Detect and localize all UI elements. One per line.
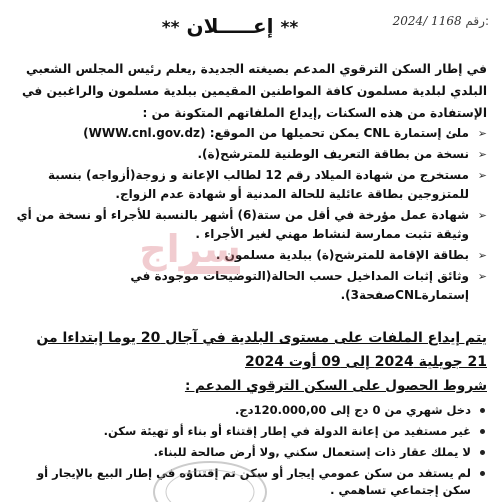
bullet-icon [480, 408, 485, 413]
condition-item [14, 402, 489, 419]
cnl-website-link[interactable]: (WWW.cnl.gov.dz) [83, 126, 206, 140]
document-text: ملئ إستمارة CNL يمكن تحميلها من الموقع: [209, 126, 469, 140]
document-item-birth-certificate [14, 166, 487, 206]
announcement-title [150, 14, 310, 38]
document-text: نسخة من بطاقة التعريف الوطنية للمترشح(ة). [197, 147, 469, 161]
document-item-residence-card [14, 246, 487, 267]
reference-label: رقم: [465, 14, 489, 28]
title-text: إعـــــلان [186, 14, 274, 38]
required-documents-list [14, 124, 487, 302]
arrow-bullet-icon: ➢ [477, 270, 487, 283]
document-text: مستخرج من شهادة الميلاد رقم 12 لطالب الإعانة و زوجة(أزواجه) بنسبة للمتزوجين بطاقة عائلية للحالة المدنية أو شهادة عدم الزواج. [48, 168, 469, 201]
watermark-text: سراج [139, 227, 241, 271]
condition-item [14, 423, 489, 440]
intro-paragraph: في إطار السكن الترقوي المدعم بصيغته الجديدة ,يعلم رئيس المجلس الشعبي البلدي لبلدية مسلمون كافة المواطنين المقيمين ببلدية مسلمون والراغبين في الإستفادة من هذه السكنات ,إيداع الملفاتهم المتكونة من : [21, 62, 487, 120]
document-item-cnl-form [14, 124, 487, 145]
document-item-id-card [14, 145, 487, 166]
reference-number [393, 14, 489, 28]
condition-text: دخل شهري من 0 دج إلى 120.000,00دج. [235, 403, 471, 417]
document-text: بطاقة الإقامة للمترشح(ة) ببلدية مسلمون . [215, 248, 469, 262]
arrow-bullet-icon: ➢ [477, 148, 487, 161]
condition-text: لا يملك عقار ذات إستعمال سكني ,ولا أرض صالحة للبناء. [153, 445, 471, 459]
deadline-line-1: يتم إيداع الملفات على مستوى البلدية في آجال 20 يوما إبتداءا من [36, 330, 487, 346]
bullet-icon [480, 429, 485, 434]
condition-item [14, 465, 489, 499]
document-item-income-proof [14, 267, 487, 302]
arrow-bullet-icon: ➢ [477, 127, 487, 140]
arrow-bullet-icon: ➢ [477, 169, 487, 182]
document-item-work-certificate [14, 206, 487, 246]
bullet-icon [480, 471, 485, 476]
document-text: وثائق إثبات المداخيل حسب الحالة(التوضيحات موجودة في إستمارةCNLصفحة3). [130, 269, 469, 302]
title-stars-right: ** [280, 18, 299, 38]
deadline-line-2: 21 جويلية 2024 إلى 09 أوت 2024 [245, 354, 487, 370]
condition-text: لم يستفد من سكن عمومي إيجار أو سكن تم إقتناؤه في إطار البيع بالإيجار أو سكن إجتماعي تساهمي . [37, 466, 471, 497]
conditions-list [14, 402, 489, 503]
document-text: شهادة عمل مؤرخة في أقل من ستة(6) أشهر بالنسبة للأجراء أو نسخة من أي وثيقة تثبت ممارسة لنشاط مهني لغير الأجراء . [16, 208, 469, 241]
reference-value: 2024/ 1168 [392, 14, 462, 28]
arrow-bullet-icon: ➢ [477, 249, 487, 262]
bullet-icon [480, 450, 485, 455]
condition-text: غير مستفيد من إعانة الدولة في إطار إقتناء أو بناء أو تهيئة سكن. [103, 424, 471, 438]
title-stars-left: ** [161, 18, 180, 38]
conditions-title: شروط الحصول على السكن الترقوي المدعم : [184, 378, 487, 394]
arrow-bullet-icon: ➢ [477, 209, 487, 222]
deadline-notice [14, 326, 487, 374]
condition-item [14, 444, 489, 461]
